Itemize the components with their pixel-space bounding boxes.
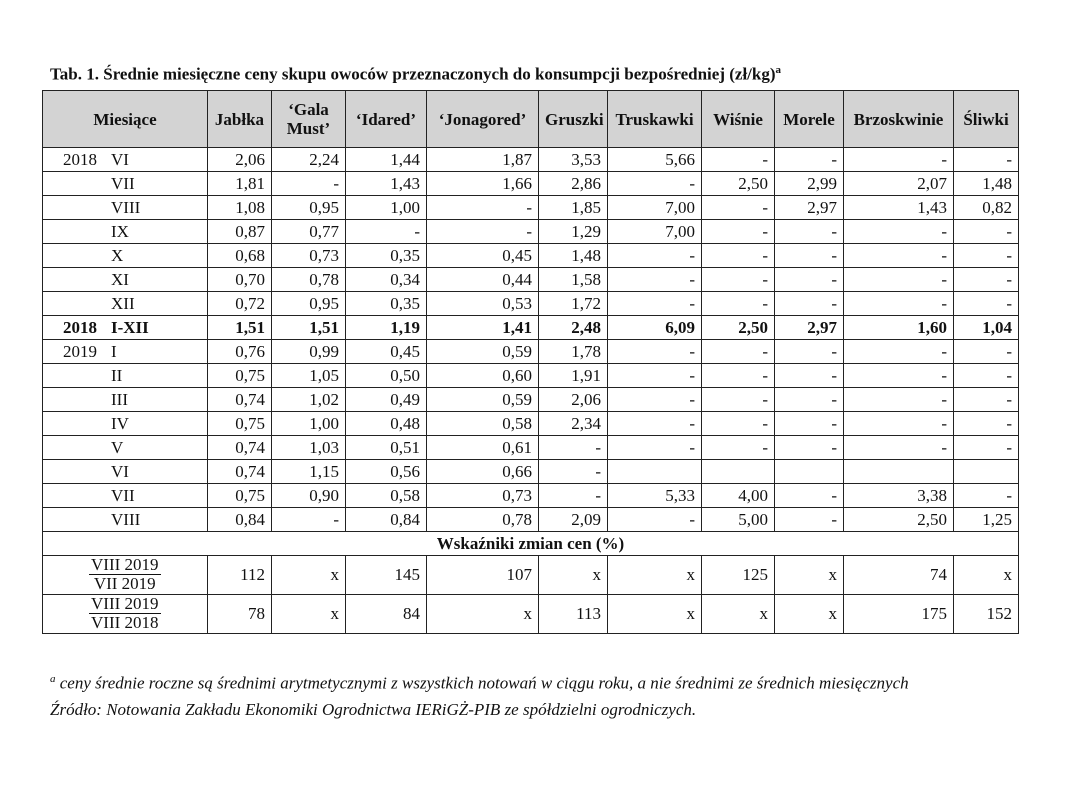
- price-cell: 5,33: [608, 484, 702, 508]
- price-cell: 0,56: [346, 460, 427, 484]
- price-cell: 0,66: [427, 460, 539, 484]
- price-cell: 0,73: [272, 244, 346, 268]
- table-row: [43, 460, 1019, 484]
- price-cell: 0,35: [346, 292, 427, 316]
- index-cell: x: [775, 556, 844, 595]
- month-cell: [43, 364, 208, 388]
- period-fraction: [89, 595, 161, 632]
- index-cell: x: [427, 595, 539, 634]
- price-cell: 0,72: [208, 292, 272, 316]
- price-cell: 1,66: [427, 172, 539, 196]
- price-cell: 0,95: [272, 196, 346, 220]
- price-cell: 0,75: [208, 412, 272, 436]
- index-cell: x: [272, 556, 346, 595]
- price-cell: -: [954, 148, 1019, 172]
- index-period-cell: [43, 595, 208, 634]
- year-label: 2018: [63, 149, 97, 169]
- price-cell: [954, 460, 1019, 484]
- fruit-price-table: [42, 90, 1019, 634]
- caption-footnote-mark: a: [775, 64, 782, 76]
- month-label: IX: [111, 221, 129, 241]
- price-cell: -: [272, 508, 346, 532]
- price-cell: 2,09: [539, 508, 608, 532]
- price-cell: 1,00: [272, 412, 346, 436]
- price-cell: 1,08: [208, 196, 272, 220]
- price-cell: 0,78: [427, 508, 539, 532]
- price-cell: -: [954, 484, 1019, 508]
- month-label: X: [111, 245, 124, 265]
- index-cell: 145: [346, 556, 427, 595]
- price-cell: 1,43: [346, 172, 427, 196]
- price-cell: -: [608, 412, 702, 436]
- price-cell: -: [702, 196, 775, 220]
- price-cell: -: [702, 292, 775, 316]
- price-cell: -: [954, 412, 1019, 436]
- price-cell: 0,51: [346, 436, 427, 460]
- price-cell: -: [954, 340, 1019, 364]
- price-cell: 0,87: [208, 220, 272, 244]
- price-cell: 0,53: [427, 292, 539, 316]
- col-header-apples: Jabłka: [208, 91, 272, 148]
- price-cell: -: [775, 412, 844, 436]
- price-cell: 2,97: [775, 196, 844, 220]
- price-cell: -: [608, 508, 702, 532]
- price-cell: 0,75: [208, 364, 272, 388]
- price-cell: -: [844, 148, 954, 172]
- price-cell: 0,60: [427, 364, 539, 388]
- gala-must-label: ‘Gala Must’: [286, 100, 331, 138]
- index-cell: x: [272, 595, 346, 634]
- col-header-apricots: Morele: [775, 91, 844, 148]
- price-cell: 0,77: [272, 220, 346, 244]
- price-cell: 1,51: [272, 316, 346, 340]
- price-cell: 0,82: [954, 196, 1019, 220]
- price-cell: 5,66: [608, 148, 702, 172]
- price-cell: 1,29: [539, 220, 608, 244]
- month-cell: [43, 244, 208, 268]
- price-cell: 0,76: [208, 340, 272, 364]
- price-cell: 1,78: [539, 340, 608, 364]
- fraction-numerator: VIII 2019: [91, 555, 159, 574]
- price-cell: 2,06: [208, 148, 272, 172]
- month-cell: [43, 292, 208, 316]
- price-cell: 1,51: [208, 316, 272, 340]
- col-header-idared: ‘Idared’: [346, 91, 427, 148]
- price-cell: 2,48: [539, 316, 608, 340]
- table-row: [43, 292, 1019, 316]
- price-cell: -: [844, 268, 954, 292]
- price-cell: -: [775, 220, 844, 244]
- col-header-cherries: Wiśnie: [702, 91, 775, 148]
- month-label: IV: [111, 413, 129, 433]
- month-cell: [43, 484, 208, 508]
- price-cell: [844, 460, 954, 484]
- price-cell: 1,60: [844, 316, 954, 340]
- price-cell: 0,70: [208, 268, 272, 292]
- price-cell: -: [539, 460, 608, 484]
- month-label: VI: [111, 149, 129, 169]
- month-cell: [43, 268, 208, 292]
- col-header-peaches: Brzoskwinie: [844, 91, 954, 148]
- price-cell: -: [608, 172, 702, 196]
- price-cell: 2,50: [702, 172, 775, 196]
- price-cell: -: [608, 244, 702, 268]
- price-cell: -: [608, 388, 702, 412]
- price-cell: 1,19: [346, 316, 427, 340]
- section-title: Wskaźniki zmian cen (%): [43, 532, 1019, 556]
- price-cell: 0,75: [208, 484, 272, 508]
- price-cell: 7,00: [608, 196, 702, 220]
- price-cell: [608, 460, 702, 484]
- table-row: [43, 268, 1019, 292]
- section-row: [43, 532, 1019, 556]
- price-cell: -: [427, 220, 539, 244]
- price-cell: 2,99: [775, 172, 844, 196]
- price-cell: 0,73: [427, 484, 539, 508]
- price-cell: 1,03: [272, 436, 346, 460]
- col-header-gala-must: [272, 91, 346, 148]
- price-cell: 1,04: [954, 316, 1019, 340]
- table-notes: [50, 666, 909, 723]
- index-cell: x: [608, 556, 702, 595]
- month-cell: [43, 508, 208, 532]
- price-cell: 1,43: [844, 196, 954, 220]
- year-label: 2019: [63, 341, 97, 361]
- month-label: VII: [111, 485, 135, 505]
- price-cell: -: [539, 436, 608, 460]
- price-cell: 1,44: [346, 148, 427, 172]
- price-cell: 2,07: [844, 172, 954, 196]
- price-cell: 1,05: [272, 364, 346, 388]
- price-cell: [775, 460, 844, 484]
- index-cell: 107: [427, 556, 539, 595]
- index-cell: 113: [539, 595, 608, 634]
- price-cell: -: [844, 388, 954, 412]
- price-cell: 1,87: [427, 148, 539, 172]
- table-row: [43, 172, 1019, 196]
- price-cell: 0,99: [272, 340, 346, 364]
- month-label: I-XII: [111, 317, 149, 337]
- month-cell: [43, 412, 208, 436]
- month-label: III: [111, 389, 128, 409]
- price-cell: 2,50: [702, 316, 775, 340]
- price-cell: 0,49: [346, 388, 427, 412]
- fraction-numerator: VIII 2019: [91, 594, 159, 613]
- price-cell: 3,38: [844, 484, 954, 508]
- price-cell: 1,15: [272, 460, 346, 484]
- price-cell: 3,53: [539, 148, 608, 172]
- footnote-mark: a: [50, 673, 56, 685]
- table-row: [43, 508, 1019, 532]
- price-cell: 0,95: [272, 292, 346, 316]
- table-row: [43, 148, 1019, 172]
- price-cell: 1,72: [539, 292, 608, 316]
- price-cell: 1,25: [954, 508, 1019, 532]
- price-cell: -: [702, 436, 775, 460]
- price-cell: -: [702, 388, 775, 412]
- price-cell: [702, 460, 775, 484]
- col-header-plums: Śliwki: [954, 91, 1019, 148]
- price-cell: -: [954, 220, 1019, 244]
- price-cell: -: [775, 364, 844, 388]
- price-cell: -: [775, 484, 844, 508]
- price-cell: 6,09: [608, 316, 702, 340]
- price-cell: -: [702, 148, 775, 172]
- price-cell: -: [775, 388, 844, 412]
- month-label: I: [111, 341, 117, 361]
- price-cell: 5,00: [702, 508, 775, 532]
- month-label: XII: [111, 293, 135, 313]
- price-cell: -: [702, 268, 775, 292]
- price-cell: 1,02: [272, 388, 346, 412]
- price-cell: -: [775, 436, 844, 460]
- index-cell: 175: [844, 595, 954, 634]
- price-cell: -: [702, 220, 775, 244]
- month-label: VIII: [111, 197, 141, 217]
- month-label: VIII: [111, 509, 141, 529]
- price-cell: 0,58: [346, 484, 427, 508]
- col-header-strawberries: Truskawki: [608, 91, 702, 148]
- index-cell: 84: [346, 595, 427, 634]
- month-cell: [43, 196, 208, 220]
- price-cell: 1,58: [539, 268, 608, 292]
- fraction-denominator: VIII 2018: [91, 613, 159, 632]
- price-cell: 2,97: [775, 316, 844, 340]
- index-cell: x: [775, 595, 844, 634]
- price-cell: 0,58: [427, 412, 539, 436]
- index-row: [43, 595, 1019, 634]
- col-header-jonagored: ‘Jonagored’: [427, 91, 539, 148]
- price-cell: 0,74: [208, 436, 272, 460]
- price-cell: 1,48: [954, 172, 1019, 196]
- month-cell: [43, 316, 208, 340]
- month-cell: [43, 172, 208, 196]
- price-cell: 2,50: [844, 508, 954, 532]
- price-cell: -: [775, 340, 844, 364]
- table-row: [43, 364, 1019, 388]
- price-cell: 0,74: [208, 460, 272, 484]
- price-cell: 0,59: [427, 388, 539, 412]
- price-cell: -: [954, 364, 1019, 388]
- price-cell: -: [608, 340, 702, 364]
- month-cell: [43, 436, 208, 460]
- price-cell: 0,78: [272, 268, 346, 292]
- table-row: [43, 244, 1019, 268]
- price-cell: 0,74: [208, 388, 272, 412]
- month-cell: [43, 148, 208, 172]
- month-cell: [43, 340, 208, 364]
- index-cell: x: [608, 595, 702, 634]
- col-header-pears: Gruszki: [539, 91, 608, 148]
- price-cell: 1,41: [427, 316, 539, 340]
- index-cell: 125: [702, 556, 775, 595]
- year-label: 2018: [63, 317, 97, 337]
- price-cell: -: [844, 292, 954, 316]
- price-cell: -: [608, 364, 702, 388]
- price-cell: -: [844, 220, 954, 244]
- price-cell: 0,68: [208, 244, 272, 268]
- price-cell: 0,61: [427, 436, 539, 460]
- price-cell: 1,00: [346, 196, 427, 220]
- header-row: [43, 91, 1019, 148]
- month-label: VI: [111, 461, 129, 481]
- price-cell: -: [775, 244, 844, 268]
- table-row: [43, 388, 1019, 412]
- price-cell: -: [844, 364, 954, 388]
- price-cell: -: [775, 268, 844, 292]
- price-cell: -: [954, 436, 1019, 460]
- fraction-denominator: VII 2019: [93, 574, 156, 593]
- price-cell: 0,44: [427, 268, 539, 292]
- index-row: [43, 556, 1019, 595]
- price-cell: -: [608, 268, 702, 292]
- col-header-months: Miesiące: [43, 91, 208, 148]
- price-cell: 0,59: [427, 340, 539, 364]
- table-row: [43, 196, 1019, 220]
- price-cell: 0,50: [346, 364, 427, 388]
- price-cell: 2,34: [539, 412, 608, 436]
- price-cell: -: [954, 388, 1019, 412]
- price-cell: -: [844, 340, 954, 364]
- table-row: [43, 436, 1019, 460]
- index-cell: 152: [954, 595, 1019, 634]
- index-cell: 74: [844, 556, 954, 595]
- price-cell: 4,00: [702, 484, 775, 508]
- table-row: [43, 340, 1019, 364]
- price-cell: 0,84: [208, 508, 272, 532]
- price-cell: 2,06: [539, 388, 608, 412]
- table-row: [43, 220, 1019, 244]
- price-cell: -: [608, 436, 702, 460]
- month-cell: [43, 388, 208, 412]
- footnote: [50, 666, 909, 697]
- table-caption: [50, 64, 781, 85]
- price-cell: -: [702, 364, 775, 388]
- table-row: [43, 412, 1019, 436]
- price-cell: -: [844, 412, 954, 436]
- price-cell: 2,24: [272, 148, 346, 172]
- price-cell: 0,48: [346, 412, 427, 436]
- source-note: Źródło: Notowania Zakładu Ekonomiki Ogrodnictwa IERiGŻ-PIB ze spółdzielni ogrodniczych.: [50, 699, 697, 719]
- price-cell: 1,85: [539, 196, 608, 220]
- month-cell: [43, 220, 208, 244]
- price-cell: 2,86: [539, 172, 608, 196]
- footnote-text: ceny średnie roczne są średnimi arytmetycznymi z wszystkich notowań w ciągu roku, a nie średnimi ze średnich miesięcznych: [55, 673, 909, 693]
- price-cell: -: [844, 436, 954, 460]
- price-cell: -: [702, 244, 775, 268]
- price-cell: 0,84: [346, 508, 427, 532]
- price-cell: -: [775, 508, 844, 532]
- month-label: XI: [111, 269, 129, 289]
- price-cell: -: [844, 244, 954, 268]
- price-cell: -: [954, 268, 1019, 292]
- price-cell: -: [775, 292, 844, 316]
- price-cell: -: [702, 412, 775, 436]
- price-cell: -: [539, 484, 608, 508]
- caption-text: Tab. 1. Średnie miesięczne ceny skupu owoców przeznaczonych do konsumpcji bezpośredniej (zł/kg): [50, 64, 776, 84]
- index-cell: x: [954, 556, 1019, 595]
- table-row: [43, 484, 1019, 508]
- summary-row: [43, 316, 1019, 340]
- price-cell: 0,34: [346, 268, 427, 292]
- period-fraction: [89, 556, 161, 593]
- price-cell: -: [427, 196, 539, 220]
- price-cell: 0,45: [427, 244, 539, 268]
- price-cell: -: [954, 292, 1019, 316]
- price-cell: 1,91: [539, 364, 608, 388]
- price-cell: 1,81: [208, 172, 272, 196]
- index-cell: 78: [208, 595, 272, 634]
- price-cell: 0,45: [346, 340, 427, 364]
- price-cell: -: [954, 244, 1019, 268]
- month-label: VII: [111, 173, 135, 193]
- price-cell: 0,90: [272, 484, 346, 508]
- price-cell: -: [608, 292, 702, 316]
- price-cell: 7,00: [608, 220, 702, 244]
- price-cell: -: [775, 148, 844, 172]
- index-period-cell: [43, 556, 208, 595]
- price-cell: -: [346, 220, 427, 244]
- price-cell: 1,48: [539, 244, 608, 268]
- month-cell: [43, 460, 208, 484]
- month-label: II: [111, 365, 123, 385]
- price-cell: -: [272, 172, 346, 196]
- price-cell: 0,35: [346, 244, 427, 268]
- price-cell: -: [702, 340, 775, 364]
- index-cell: x: [539, 556, 608, 595]
- index-cell: 112: [208, 556, 272, 595]
- index-cell: x: [702, 595, 775, 634]
- month-label: V: [111, 437, 124, 457]
